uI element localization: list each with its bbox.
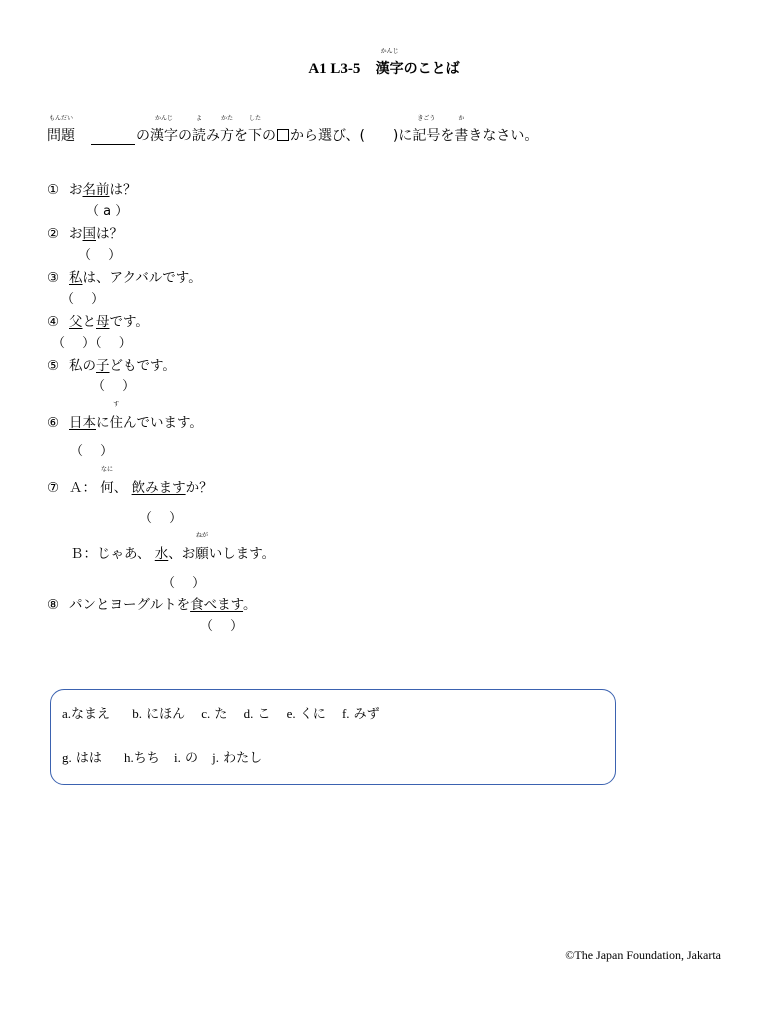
option-reading: わたし xyxy=(223,751,263,766)
question-text: は？ xyxy=(96,226,123,242)
answer-1[interactable]: （ a ） xyxy=(86,204,129,219)
instruction-text: を xyxy=(234,128,248,144)
option-g xyxy=(62,747,102,766)
question-text: に xyxy=(96,415,110,431)
question-text: 、お xyxy=(168,546,196,562)
option-reading: こ xyxy=(257,707,271,722)
question-number: ③ xyxy=(47,270,60,286)
question-number: ⑧ xyxy=(47,597,60,613)
ruby: かんじ xyxy=(154,115,173,122)
target-kanji: 国 xyxy=(82,226,96,242)
question-text: お xyxy=(69,226,83,242)
answer-8[interactable]: （ ） xyxy=(200,619,244,634)
option-e xyxy=(287,703,326,722)
speaker-b: Ｂ：じゃあ、 xyxy=(70,546,151,562)
answer-4[interactable]: （ ）（ ） xyxy=(52,336,132,351)
ruby: かんじ xyxy=(380,48,399,55)
target-kanji: 飲みます xyxy=(131,480,186,496)
ruby: きごう xyxy=(417,115,436,122)
option-h xyxy=(124,747,160,766)
target-kanji: 食べます xyxy=(190,597,244,613)
instruction-text: 漢字 xyxy=(150,128,178,144)
ruby: かた xyxy=(220,115,233,122)
option-a xyxy=(62,703,110,722)
title-rest: のことば xyxy=(403,61,460,77)
target-kanji: 子 xyxy=(96,358,110,374)
ruby: なに xyxy=(101,466,114,473)
option-reading: くに xyxy=(299,707,326,722)
instruction-text: 方 xyxy=(220,128,234,144)
option-letter: c. xyxy=(201,706,211,721)
options-row-1 xyxy=(62,703,380,722)
option-letter: g. xyxy=(62,750,72,765)
question-number: ② xyxy=(47,226,60,242)
target-kanji: 私 xyxy=(69,270,83,286)
instruction-text: の xyxy=(262,128,276,144)
answer-3[interactable]: （ ） xyxy=(61,292,105,307)
question-text: パンとヨーグルトを xyxy=(69,597,191,613)
question-text: んでいます。 xyxy=(123,415,203,431)
title-kanji: 漢字 xyxy=(375,61,404,77)
instruction-text: を xyxy=(440,128,455,144)
question-text: お xyxy=(69,182,83,198)
answer-5[interactable]: （ ） xyxy=(92,379,136,394)
option-letter: b. xyxy=(132,706,142,721)
question-5 xyxy=(47,354,176,374)
question-7b xyxy=(70,532,276,562)
option-letter: a. xyxy=(62,706,72,721)
mondai-label: 問題 xyxy=(47,128,75,144)
question-3 xyxy=(47,266,202,286)
answer-7b[interactable]: （ ） xyxy=(162,576,206,591)
instruction-text: 下 xyxy=(248,128,262,144)
instruction-text: 書 xyxy=(454,128,469,144)
instruction-text: 記号 xyxy=(412,128,441,144)
option-i xyxy=(174,747,198,766)
question-6 xyxy=(47,401,203,431)
question-text: です。 xyxy=(109,314,149,330)
option-reading: なまえ xyxy=(71,707,111,722)
answer-7a[interactable]: （ ） xyxy=(139,511,183,526)
instruction-text: の xyxy=(136,128,150,144)
options-row-2 xyxy=(62,747,262,766)
instruction-text: から選び、( )に xyxy=(290,128,413,144)
option-letter: j. xyxy=(212,750,219,765)
question-text: 、 xyxy=(113,480,128,496)
question-number: ⑤ xyxy=(47,358,60,374)
answer-2[interactable]: （ ） xyxy=(78,248,122,263)
question-7a xyxy=(47,466,213,496)
copyright-footer: ©The Japan Foundation, Jakarta xyxy=(565,948,721,962)
question-8 xyxy=(47,593,257,613)
ruby: よ xyxy=(195,115,202,122)
instruction-text: の xyxy=(178,128,192,144)
question-2 xyxy=(47,222,123,242)
option-letter: f. xyxy=(341,706,350,721)
target-kanji: 母 xyxy=(96,314,110,330)
ruby: もんだい xyxy=(48,115,73,122)
option-f xyxy=(342,703,380,722)
blank-underline xyxy=(91,130,135,145)
option-letter: e. xyxy=(286,706,296,721)
question-number: ⑦ xyxy=(47,480,60,496)
option-reading: はは xyxy=(75,751,102,766)
ruby: か xyxy=(458,115,465,122)
option-reading: の xyxy=(184,751,198,766)
question-number: ① xyxy=(47,182,60,198)
box-symbol xyxy=(277,129,289,141)
speaker-a: Ａ： xyxy=(69,480,96,496)
question-text: 願 xyxy=(195,546,209,562)
option-b xyxy=(132,703,185,722)
option-c xyxy=(201,703,227,722)
title-text xyxy=(375,48,460,77)
option-letter: d. xyxy=(243,706,254,721)
target-kanji: 水 xyxy=(154,546,169,562)
instruction-text: み xyxy=(206,128,220,144)
option-d xyxy=(244,703,271,722)
target-kanji: 名前 xyxy=(82,182,110,198)
instruction xyxy=(47,115,539,145)
question-text: いします。 xyxy=(208,546,276,562)
question-text: と xyxy=(82,314,96,330)
option-letter: h. xyxy=(124,750,134,765)
target-kanji: 日本 xyxy=(69,415,96,431)
option-reading: ちち xyxy=(133,751,160,766)
question-text: 。 xyxy=(243,597,257,613)
question-text: どもです。 xyxy=(109,358,176,374)
question-text: は？ xyxy=(109,182,137,198)
question-text: 何 xyxy=(100,480,114,496)
question-1 xyxy=(47,178,137,198)
question-4 xyxy=(47,310,149,330)
question-number: ⑥ xyxy=(47,415,60,431)
page-title xyxy=(0,48,768,78)
question-text: 私の xyxy=(69,358,96,374)
question-text: か？ xyxy=(185,480,213,496)
reading-options-box xyxy=(50,689,616,785)
option-j xyxy=(212,747,262,766)
option-reading: みず xyxy=(353,707,380,722)
ruby: した xyxy=(248,115,261,122)
instruction-text: きなさい。 xyxy=(468,128,539,144)
instruction-text: 読 xyxy=(192,128,206,144)
lesson-code: A1 L3-5 xyxy=(308,61,361,77)
option-letter: i. xyxy=(173,750,181,765)
question-text: は、アクバルです。 xyxy=(82,270,202,286)
ruby: ねが xyxy=(196,532,209,539)
option-reading: た xyxy=(214,707,228,722)
target-kanji: 父 xyxy=(69,314,83,330)
question-number: ④ xyxy=(47,314,60,330)
question-text: 住 xyxy=(109,415,123,431)
ruby: す xyxy=(113,401,120,408)
option-reading: にほん xyxy=(146,707,186,722)
answer-6[interactable]: （ ） xyxy=(70,444,114,459)
